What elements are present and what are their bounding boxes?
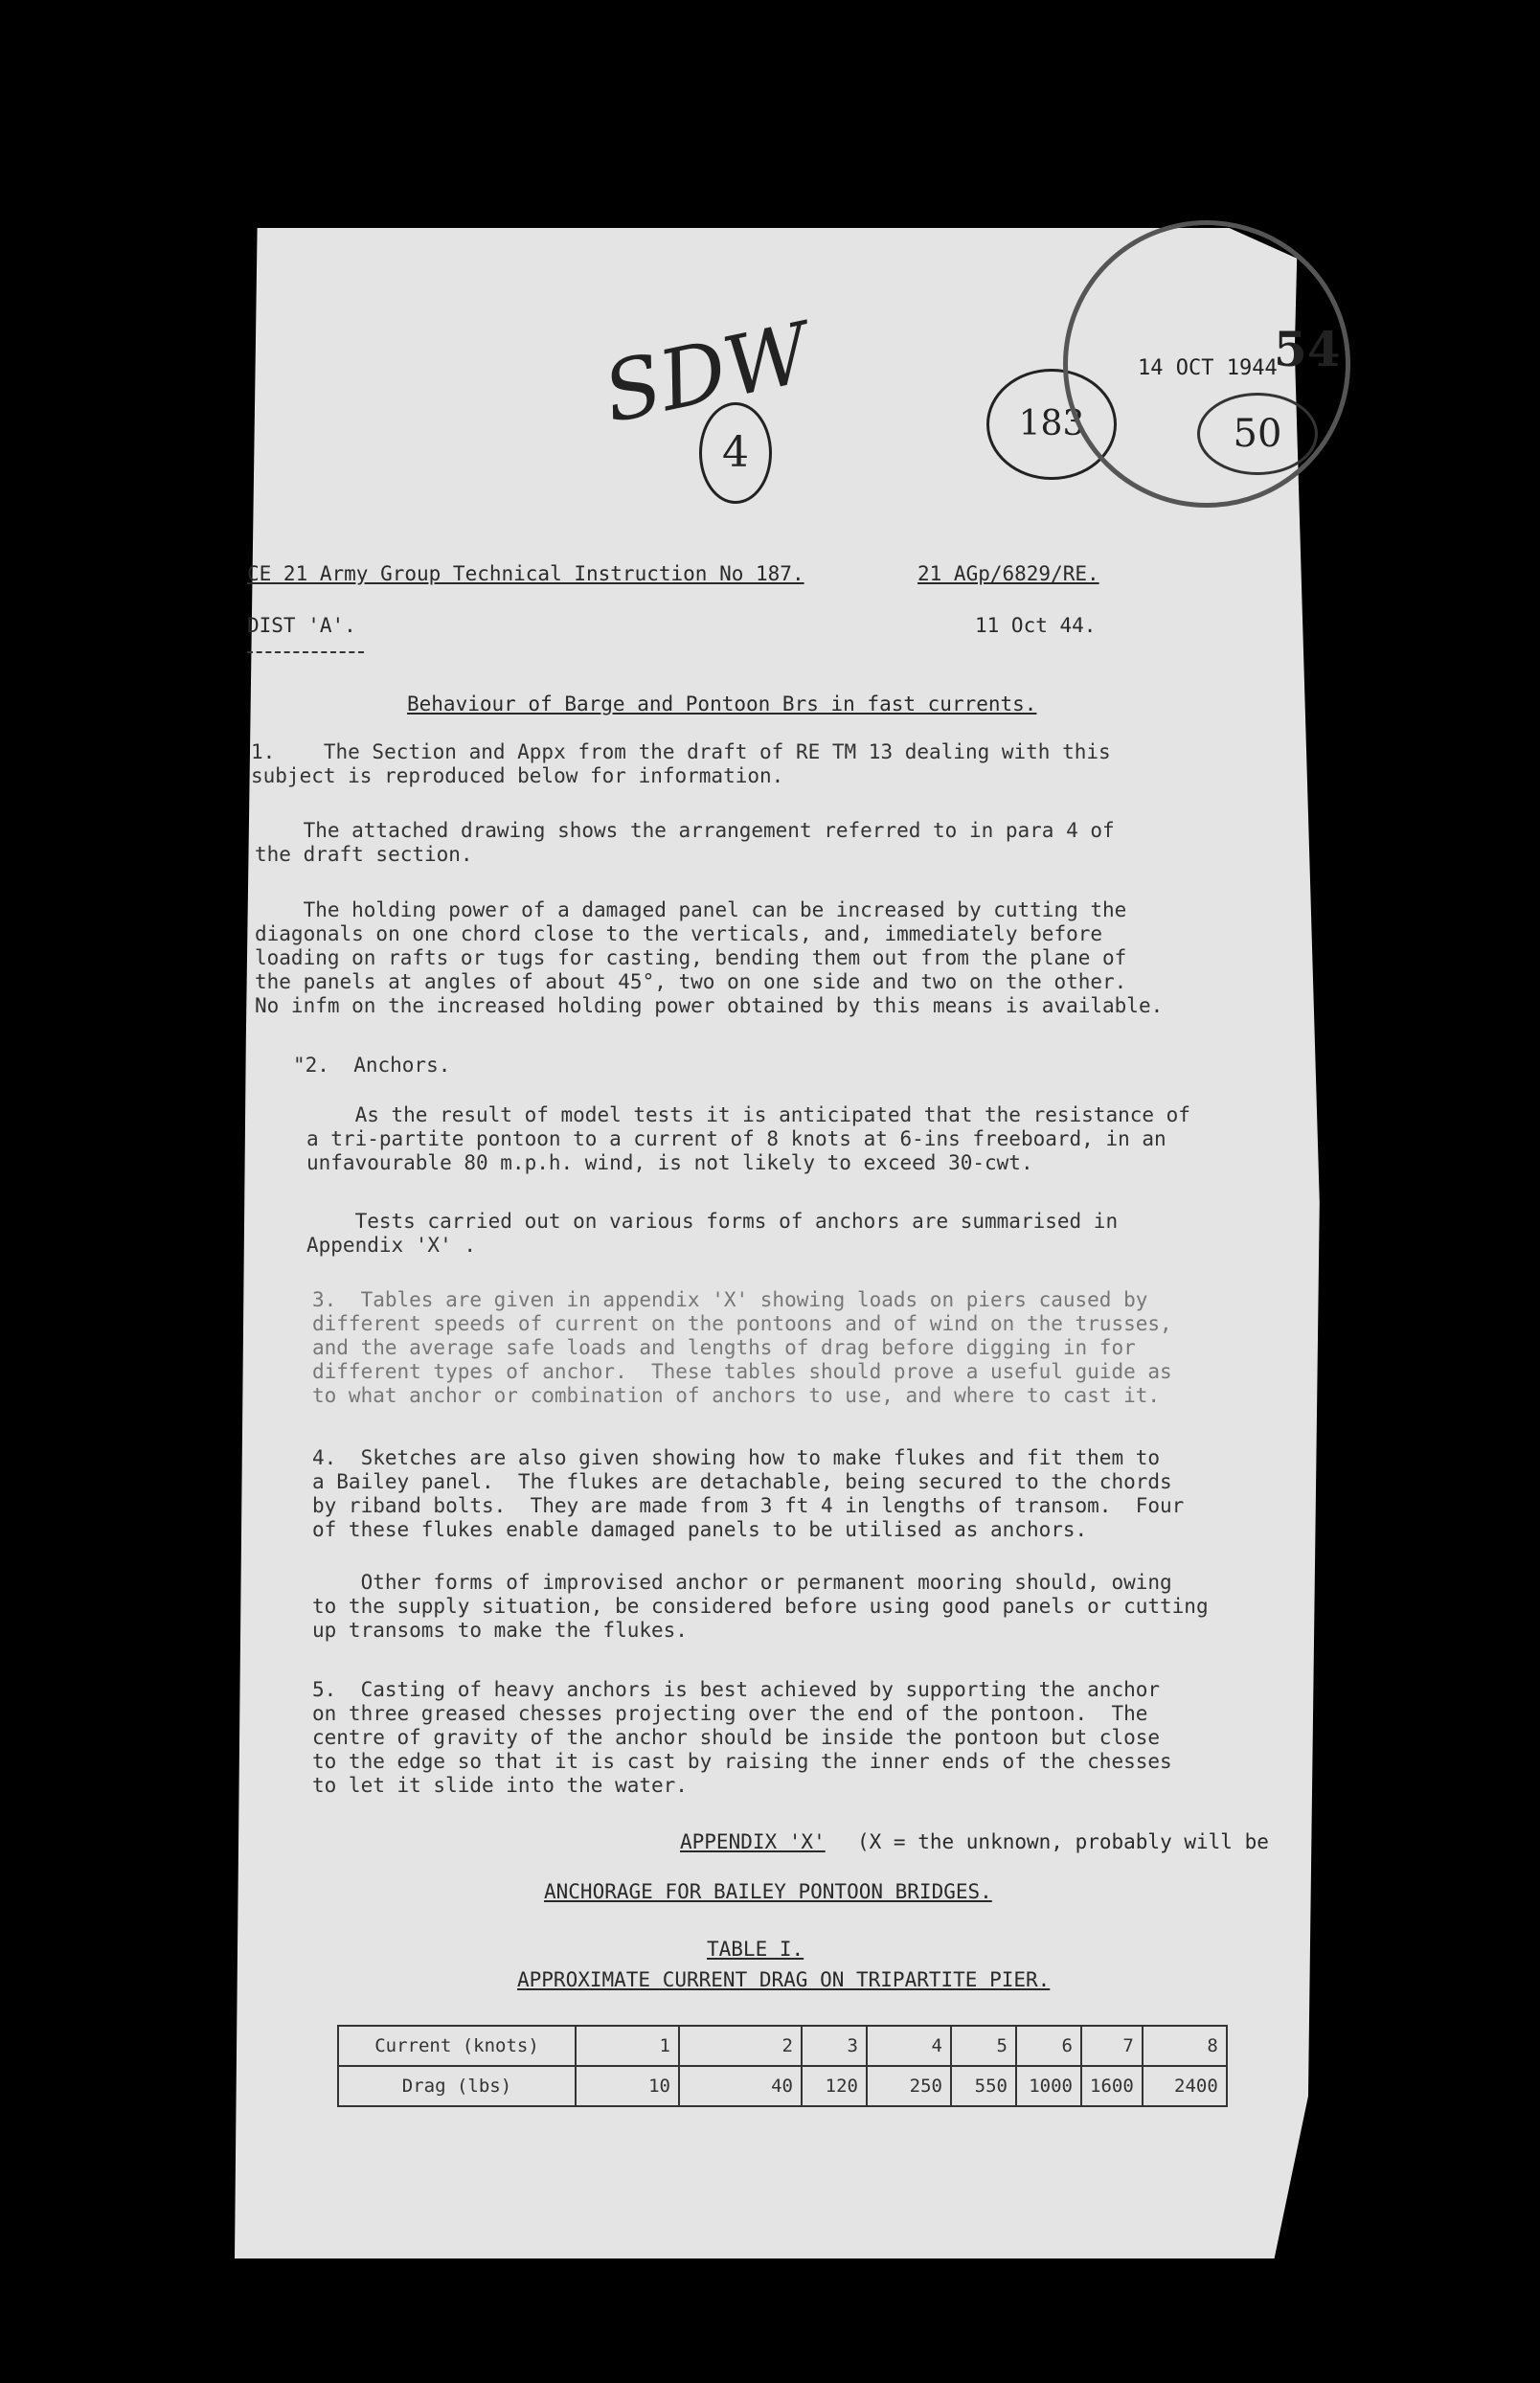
circled-50: 50 (1197, 393, 1318, 475)
table-cell: 3 (802, 2026, 867, 2066)
table-cell: 1 (576, 2026, 679, 2066)
punch-mark (209, 400, 230, 429)
table-cell: 1600 (1081, 2066, 1143, 2106)
current-drag-table (337, 2025, 1228, 2107)
circled-number: 4 (699, 402, 772, 504)
table-cell: 8 (1143, 2026, 1227, 2066)
row-label-current: Current (knots) (338, 2026, 576, 2066)
paragraph-5: 5. Casting of heavy anchors is best achieved by supporting the anchor on three greased chesses projecting over the end of the pontoon. The centre of gravity of the anchor should be inside the pontoon but close to the edge so that it is cast by raising the inner ends of the chesses to let it slide into the water. (312, 1678, 1172, 1797)
paragraph-4: 4. Sketches are also given showing how to make flukes and fit them to a Bailey panel. The flukes are detachable, being secured to the chords by riband bolts. They are made from 3 ft 4 in lengths of transom. Four of these flukes enable damaged panels to be utilised as anchors. (312, 1446, 1185, 1541)
table-cell: 7 (1081, 2026, 1143, 2066)
paragraph-1c: The holding power of a damaged panel can be increased by cutting the diagonals on one chord close to the verticals, and, immediately before loading on rafts or tugs for casting, bending them out from the plane of the panels at angles of about 45°, two on one side and two on the other. No infm on the increased holding power obtained by this means is available. (255, 898, 1164, 1017)
appendix-heading: ANCHORAGE FOR BAILEY PONTOON BRIDGES. (544, 1880, 992, 1903)
table-cell: 250 (867, 2066, 951, 2106)
paragraph-4b: Other forms of improvised anchor or permanent mooring should, owing to the supply situation, be considered before using good panels or cutting up transoms to make the flukes. (312, 1571, 1209, 1642)
table-cell: 550 (951, 2066, 1016, 2106)
paragraph-2: As the result of model tests it is anticipated that the resistance of a tri-partite pontoon to a current of 8 knots at 6-ins freeboard, in an unfavourable 80 m.p.h. wind, is not likely to exceed 30-cwt. (306, 1103, 1190, 1174)
subject-heading: Behaviour of Barge and Pontoon Brs in fast currents. (407, 692, 1037, 715)
paragraph-1b: The attached drawing shows the arrangement referred to in para 4 of the draft section. (255, 819, 1115, 866)
appendix-title: APPENDIX 'X' (680, 1830, 826, 1853)
table-cell: 120 (802, 2066, 867, 2106)
appendix-note: (X = the unknown, probably will be (857, 1830, 1269, 1853)
table-cell: 4 (867, 2026, 951, 2066)
table-title: TABLE I. (707, 1938, 804, 1961)
distribution-underline (247, 651, 364, 653)
table-cell: 5 (951, 2026, 1016, 2066)
table-cell: 2400 (1143, 2066, 1227, 2106)
circled-183: 183 (986, 369, 1117, 480)
paragraph-3: 3. Tables are given in appendix 'X' showing loads on piers caused by different speeds of current on the pontoons and of wind on the trusses, and the average safe loads and lengths of drag before digging in for different types of anchor. These tables should prove a useful guide as to what anchor or combination of anchors to use, and where to cast it. (312, 1288, 1172, 1407)
table-row (338, 2066, 1227, 2106)
punch-hole (146, 335, 192, 381)
reference-number: 21 AGp/6829/RE. (917, 562, 1099, 585)
table-cell: 40 (679, 2066, 802, 2106)
instruction-title: CE 21 Army Group Technical Instruction No 187. (247, 562, 804, 585)
table-cell: 6 (1016, 2026, 1081, 2066)
stamp-date: 14 OCT 1944 (1138, 356, 1278, 380)
table-cell: 10 (576, 2066, 679, 2106)
document-date: 11 Oct 44. (975, 614, 1097, 637)
handwritten-initials: SDW (595, 305, 819, 443)
distribution: DIST 'A'. (247, 614, 356, 637)
paragraph-1: 1. The Section and Appx from the draft of RE TM 13 dealing with this subject is reproduced below for information. (251, 740, 1111, 787)
stamp-code: 54 (1274, 321, 1341, 377)
table-cell: 2 (679, 2026, 802, 2066)
anchors-heading: "2. Anchors. (293, 1054, 451, 1077)
table-subtitle: APPROXIMATE CURRENT DRAG ON TRIPARTITE PIER. (517, 1968, 1051, 1991)
paragraph-2b: Tests carried out on various forms of anchors are summarised in Appendix 'X' . (306, 1210, 1119, 1257)
row-label-drag: Drag (lbs) (338, 2066, 576, 2106)
table-row (338, 2026, 1227, 2066)
table-cell: 1000 (1016, 2066, 1081, 2106)
